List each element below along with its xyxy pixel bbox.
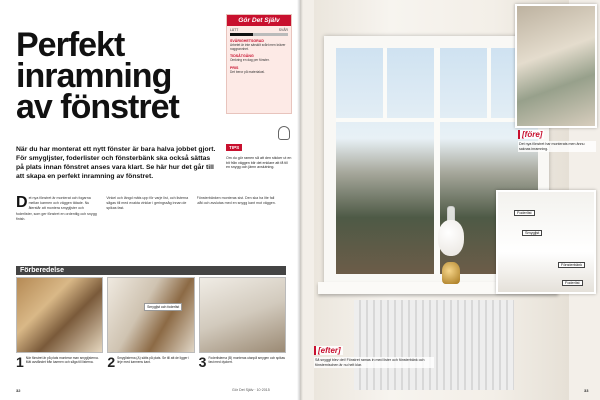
- detail-label: Foderlist: [514, 210, 535, 216]
- title-line-2: inramning: [16, 57, 172, 95]
- step-caption-3: [199, 356, 286, 368]
- right-page: [300, 0, 600, 400]
- window-mullion: [487, 48, 491, 118]
- body-text: [16, 196, 281, 260]
- dropcap: D: [16, 196, 28, 211]
- step-photo-2: [107, 277, 194, 353]
- sidebar-section-difficulty: [227, 39, 291, 51]
- difficulty-sidebar: [226, 14, 292, 114]
- step-caption-1: [16, 356, 103, 368]
- radiator: [354, 300, 514, 390]
- page-number-right: 33: [584, 388, 589, 393]
- step-number: 3: [198, 354, 207, 370]
- lamp-globe: [438, 220, 464, 256]
- detail-label: Foderlist: [562, 280, 583, 286]
- sidebar-heading: PRIS: [230, 65, 239, 70]
- before-caption: Det nya fönstret har monterats men ännu saknas inramning.: [518, 141, 596, 152]
- before-tag: [före]: [518, 130, 544, 139]
- detail-label: Smygljst: [522, 230, 542, 236]
- sidebar-text: Det beror på materialval.: [230, 69, 265, 74]
- step-photo-1: [16, 277, 103, 353]
- sidebar-heading: SVÅRIGHETSGRAD: [230, 39, 264, 43]
- body-column-1: [16, 196, 100, 260]
- preparation-section: [16, 266, 286, 388]
- page-number-left: 32: [16, 388, 21, 393]
- step-text: När fönstret är på plats monterar man smygljsterna. Mät avståndet från karmen och såga till listerna.: [25, 356, 99, 365]
- tips-box: [226, 136, 292, 188]
- sidebar-text: Omkring en dag per fönster.: [230, 58, 270, 63]
- detail-label: Fönsterbänk: [558, 262, 585, 268]
- photo-label: Smygljst och foderlist: [144, 303, 182, 311]
- step-caption-2: [107, 356, 194, 368]
- sidebar-section-time: [227, 54, 291, 62]
- body-column-2: Vinkel och längd mäts upp för varje list, och listerna sågas till med exakta vinklar i geringssåg innan de spikas fast.: [106, 196, 189, 211]
- step-number: 1: [16, 354, 24, 370]
- before-photo: [515, 4, 597, 128]
- after-caption: Så snyggt blev det! Fönstret ramas in med lister och fönsterbänk och fönsternischen är nu helt klar.: [314, 357, 434, 368]
- step-text: Foderlisterna (B) monteras utanpå smygen och spikas fast med dyckert.: [208, 356, 285, 365]
- spread-gutter: [297, 0, 303, 400]
- tips-text: Om du gör ramen så att den sticker ut en bit från väggen blir det enklare att få till en snygg och jämn avslutning.: [226, 156, 292, 170]
- sidebar-heading: TIDSÅTGÅNG: [230, 54, 254, 59]
- sidebar-header: Gör Det Själv: [227, 15, 291, 26]
- window-mullion: [336, 118, 434, 122]
- step-captions: [16, 356, 286, 368]
- scale-min-label: LÄTT: [230, 28, 239, 32]
- page-title: [16, 26, 206, 126]
- sidebar-text: Arbetet är inte särskilt svårt men kräver noggrannhet.: [230, 43, 286, 52]
- window-mullion: [383, 48, 387, 118]
- step-photo-3: [199, 277, 286, 353]
- after-tag: [efter]: [314, 346, 343, 355]
- step-number: 2: [107, 354, 116, 370]
- detail-photo: [496, 190, 596, 294]
- body-column-1-text: et nya fönstret är monterat och fogarna mellan karmen och väggen tätade. Nu återstår att montera smygljster och foderlister, som ger fönstret en ordentlig och snygg finish.: [16, 196, 97, 221]
- sidebar-section-price: [227, 66, 291, 74]
- step-photos: [16, 277, 286, 353]
- tips-badge: TIPS: [226, 144, 242, 151]
- magazine-footer: Gör Det Själv · 10·2015: [232, 388, 270, 392]
- scale-max-label: SVÅR: [278, 28, 288, 32]
- preparation-heading: Förberedelse: [16, 266, 286, 275]
- lead-paragraph: När du har monterat ett nytt fönster är bara halva jobbet gjort. För smygljster, foderlister och fönsterbänk ska också sättas på plats innan fönstret anses vara klart. Se här hur det går till att skapa en perfekt inramning av fönstret.: [16, 146, 216, 180]
- lightbulb-icon: [278, 126, 290, 140]
- title-line-1: Perfekt: [16, 26, 125, 64]
- step-text: Smyglisterna (A) sätts på plats. Se till att de ligger i linje med karmens kant.: [117, 356, 190, 365]
- title-line-3: av fönstret: [16, 88, 179, 126]
- body-column-3: Fönsterbänken monteras sist. Den ska ha lite fall utåt och avslutas med en snygg kant mot väggen.: [196, 196, 276, 206]
- difficulty-scale: [227, 26, 291, 32]
- difficulty-bar: [230, 33, 288, 36]
- oil-lamp-icon: [442, 262, 460, 284]
